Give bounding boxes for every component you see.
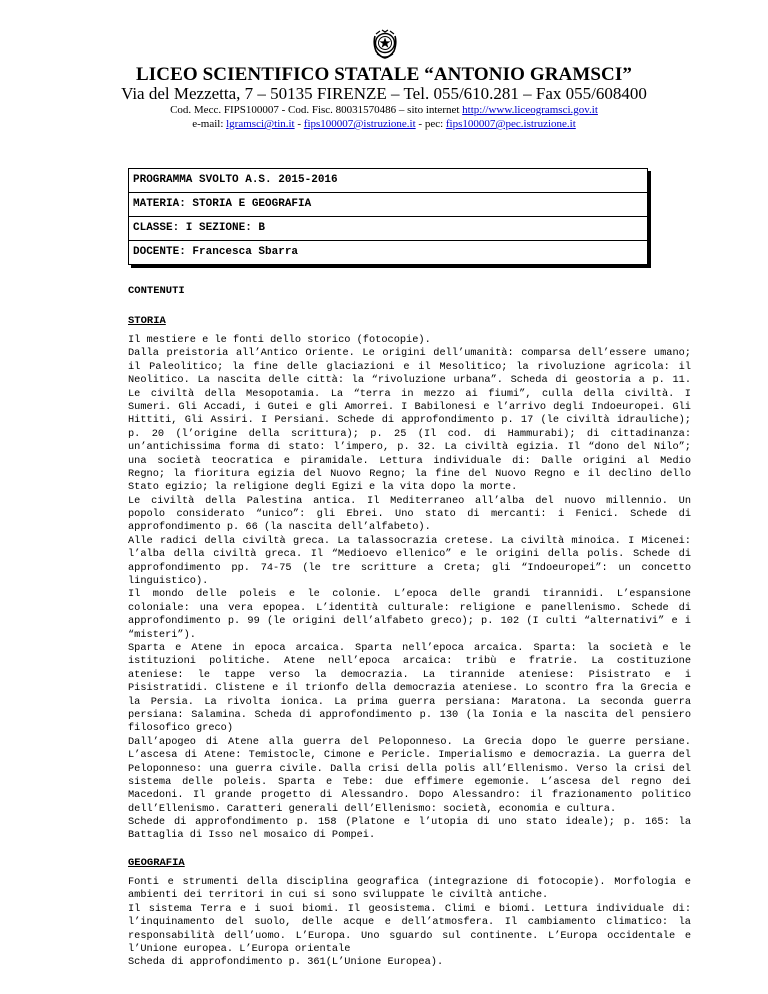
- storia-line: un’antichissima forma di stato: l’impero, p. 32. La civiltà egizia. Il “dono del Nilo”;: [128, 441, 691, 454]
- storia-line: coloniale: una vera epopea. L’identità culturale: religione e panellenismo. Schede di: [128, 601, 691, 614]
- website-link[interactable]: http://www.liceogramsci.gov.it: [462, 104, 598, 116]
- storia-line: L’ascesa di Atene: Temistocle, Cimone e Pericle. Imperialismo e democrazia. La guerra del: [128, 749, 691, 762]
- pec-link[interactable]: fips100007@pec.istruzione.it: [445, 118, 576, 130]
- storia-line: sistema delle poleis. Sparta e Tebe: due effimere egemonie. L’ascesa del regno dei: [128, 775, 691, 788]
- storia-line: Regno; la fioritura egizia del Nuovo Regno; la fine del Nuovo Regno e il declino dello: [128, 467, 691, 480]
- storia-line: il Paleolitico; la fine delle glaciazioni e il Mesolitico; la rivoluzione agricola: il: [128, 360, 691, 373]
- storia-line: Macedoni. Il grande progetto di Alessandro. Dopo Alessandro: il frazionamento politico: [128, 789, 691, 802]
- geografia-text: [128, 876, 691, 970]
- geografia-line: Scheda di approfondimento p. 361(L’Unione Europea).: [128, 956, 444, 969]
- storia-line: Hittiti, Gli Assiri. I Persiani. Schede di approfondimento p. 17 (le civiltà idrauliche);: [128, 414, 691, 427]
- storia-heading: STORIA: [128, 315, 166, 327]
- storia-line: Pisistratidi. Clistene e il trionfo della democrazia ateniese. Lo scontro fra la Grecia e: [128, 682, 691, 695]
- program-year: PROGRAMMA SVOLTO A.S. 2015-2016: [129, 169, 647, 193]
- codes-text: Cod. Mecc. FIPS100007 - Cod. Fisc. 80031570486 – sito internet: [170, 104, 463, 116]
- storia-line: Il mondo delle poleis e le colonie. L’epoca delle grandi tirannidi. L’espansione: [128, 588, 691, 601]
- geografia-line: l’inquinamento del suolo, delle acque e dell’atmosfera. Il cambiamento climatico: la: [128, 916, 691, 929]
- storia-line: Stato egizio; la religione degli Egizi e la vita dopo la morte.: [128, 481, 518, 494]
- storia-line: una società teocratica e piramidale. Lettura individuale di: Dalle origini al Medio: [128, 454, 691, 467]
- storia-line: Battaglia di Isso nel mosaico di Pompei.: [128, 829, 376, 842]
- storia-line: dell’Ellenismo. Caratteri generali dell’Ellenismo: società, economia e cultura.: [128, 802, 617, 815]
- program-info-box: [128, 168, 648, 265]
- subject: MATERIA: STORIA E GEOGRAFIA: [129, 193, 647, 217]
- storia-line: filosofico greco): [128, 722, 234, 735]
- storia-line: popolo considerato “unico”: gli Ebrei. Uno stato di mercanti: i Fenici. Schede di: [128, 508, 691, 521]
- storia-line: approfondimento pp. 74-75 (le tre scritture a Creta; gli “Indoeuropei”: un concetto: [128, 561, 691, 574]
- teacher: DOCENTE: Francesca Sbarra: [133, 246, 299, 258]
- storia-line: “misteri”).: [128, 628, 196, 641]
- geografia-line: responsabilità dell’uomo. L’Europa. Uno sguardo sul continente. L’Europa occidentale e: [128, 929, 691, 942]
- storia-line: ateniese: le tappe verso la democrazia. La tirannide ateniese: Pisistrato e i: [128, 668, 691, 681]
- school-contacts-line: [0, 118, 768, 130]
- school-address: Via del Mezzetta, 7 – 50135 FIRENZE – Tel. 055/610.281 – Fax 055/608400: [121, 84, 647, 103]
- geografia-line: l’Unione europea. L’Europa orientale: [128, 942, 351, 955]
- storia-line: linguistico).: [128, 575, 209, 588]
- geografia-heading: GEOGRAFIA: [128, 857, 185, 869]
- storia-line: approfondimento p. 99 (le origini dell’alfabeto greco); p. 102 (I culti “alternativi” e i: [128, 615, 691, 628]
- storia-line: Dall’apogeo di Atene alla guerra del Peloponneso. La Grecia dopo le guerre persiane.: [128, 735, 691, 748]
- geografia-line: Fonti e strumenti della disciplina geografica (integrazione di fotocopie). Morfologia e: [128, 876, 691, 888]
- storia-line: Le civiltà della Palestina antica. Il Mediterraneo all’alba del nuovo millennio. Un: [128, 494, 691, 507]
- storia-line: approfondimento p. 66 (la nascita dell’alfabeto).: [128, 521, 431, 534]
- storia-line: Schede di approfondimento p. 158 (Platone e l’utopia di uno stato ideale); p. 165: la: [128, 816, 691, 829]
- storia-line: Sparta e Atene in epoca arcaica. Sparta nell’epoca arcaica. Sparta: la società e le: [128, 641, 691, 654]
- email-link-2[interactable]: fips100007@istruzione.it: [303, 118, 416, 130]
- geografia-line: Il sistema Terra e i suoi biomi. Il geosistema. Climi e biomi. Lettura individuale di:: [128, 902, 691, 915]
- storia-line: Neolitico. La nascita delle città: la “rivoluzione urbana”. Scheda di geostoria a p. 11.: [128, 374, 691, 387]
- email-link-1[interactable]: lgramsci@tin.it: [226, 118, 295, 130]
- storia-line: p. 20 (l’origine della scrittura); p. 25 (Il cod. di Hammurabi); di cittadinanza:: [128, 427, 691, 440]
- storia-line: istituzioni politiche. Atene nell’epoca arcaica: tribù e fratrie. La costituzione: [128, 655, 691, 668]
- storia-line: Sumeri. Gli Accadi, i Gutei e gli Amorrei. I Babilonesi e l’arrivo degli Indoeuropei. Gli: [128, 400, 691, 413]
- email-separator: -: [294, 118, 304, 130]
- storia-line: Dalla preistoria all’Antico Oriente. Le origini dell’umanità: comparsa dell’essere umano;: [128, 347, 691, 360]
- contents-heading: CONTENUTI: [128, 285, 185, 297]
- italian-republic-emblem-icon: [371, 28, 399, 60]
- storia-line: l’alba della civiltà greca. Il “Medioevo ellenico” e le origini della polis. Schede di: [128, 548, 691, 561]
- storia-line: persiana: Salamina. Scheda di approfondimento p. 130 (la Ionia e la nascita del pensiero: [128, 708, 691, 721]
- school-codes-line: [0, 104, 768, 116]
- storia-text: [128, 334, 691, 843]
- geografia-line: ambienti dei territori in cui si sono sviluppate le civiltà antiche.: [128, 889, 549, 902]
- storia-line: la Persia. La rivolta ionica. La prima guerra persiana: Maratona. La seconda guerra: [128, 695, 691, 708]
- email-label: e-mail:: [192, 118, 227, 130]
- pec-label: - pec:: [415, 118, 446, 130]
- storia-line: Peloponneso: una guerra civile. Dalla crisi della polis all’Ellenismo. Verso la crisi del: [128, 762, 691, 775]
- storia-line: Il mestiere e le fonti dello storico (fotocopie).: [128, 334, 431, 346]
- school-name: LICEO SCIENTIFICO STATALE “ANTONIO GRAMSCI”: [136, 64, 632, 85]
- storia-line: Le civiltà della Mesopotamia. La “terra in mezzo ai fiumi”, culla della civiltà. I: [128, 387, 691, 400]
- class-section: CLASSE: I SEZIONE: B: [129, 217, 647, 241]
- storia-line: Alle radici della civiltà greca. La talassocrazia cretese. La civiltà minoica. I Micenei:: [128, 534, 691, 547]
